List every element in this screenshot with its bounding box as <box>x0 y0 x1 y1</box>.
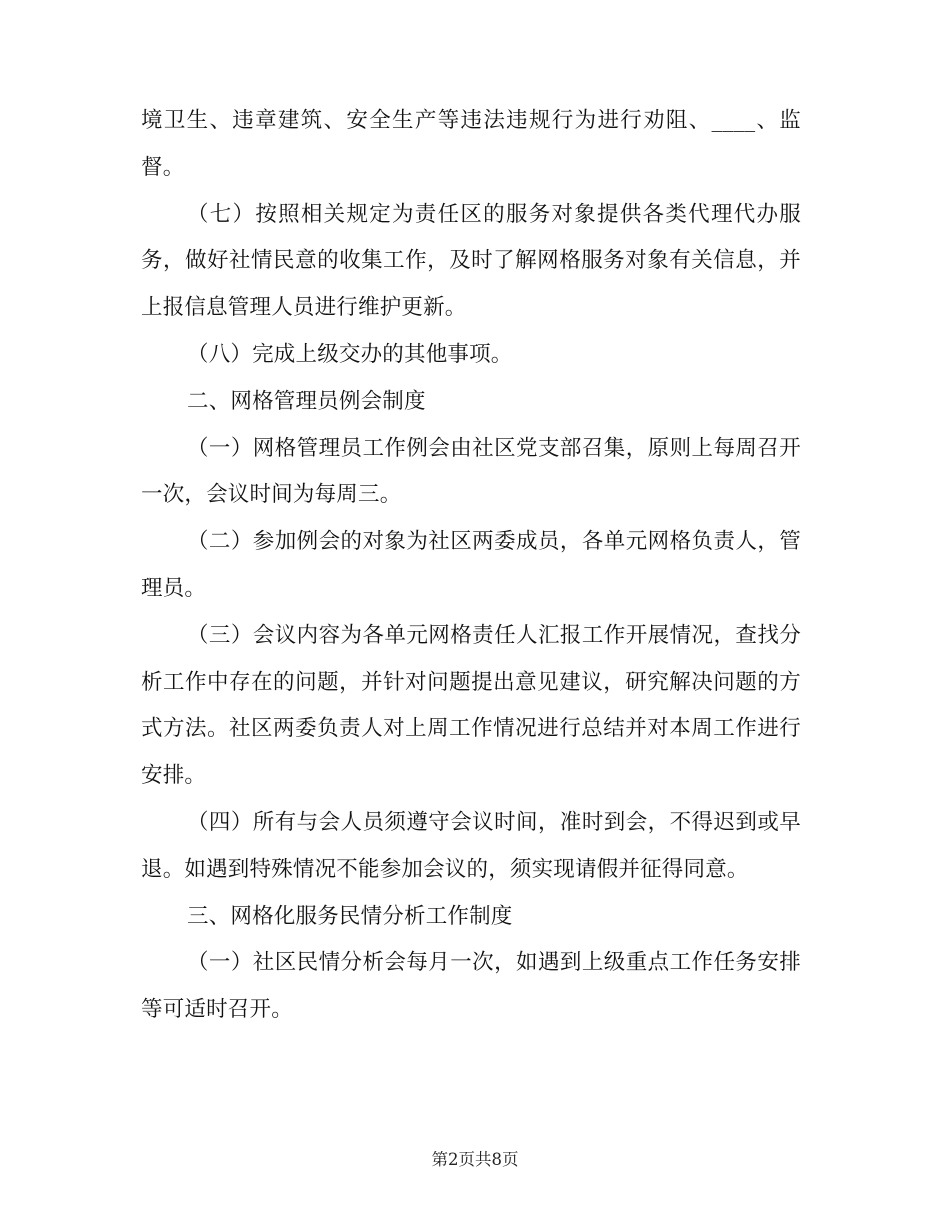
section-heading-2: 二、网格管理员例会制度 <box>187 388 426 414</box>
section-heading-3: 三、网格化服务民情分析工作制度 <box>187 903 513 929</box>
paragraph-section2-item-1: （一）网格管理员工作例会由社区党支部召集，原则上每周召开一次，会议时间为每周三。 <box>141 435 801 508</box>
paragraph-section2-item-3: （三）会议内容为各单元网格责任人汇报工作开展情况，查找分析工作中存在的问题，并针对问题提出意见建议，研究解决问题的方式方法。社区两委负责人对上周工作情况进行总结并对本周工作进行安排。 <box>141 622 801 789</box>
paragraph-item-7: （七）按照相关规定为责任区的服务对象提供各类代理代办服务，做好社情民意的收集工作，及时了解网格服务对象有关信息，并上报信息管理人员进行维护更新。 <box>141 201 801 321</box>
page-number-footer: 第2页共8页 <box>431 1150 519 1169</box>
paragraph-continuation: 境卫生、违章建筑、安全生产等违法违规行为进行劝阻、____、监督。 <box>141 108 801 180</box>
paragraph-item-8: （八）完成上级交办的其他事项。 <box>187 341 513 367</box>
paragraph-section2-item-4: （四）所有与会人员须遵守会议时间，准时到会，不得迟到或早退。如遇到特殊情况不能参加会议的，须实现请假并征得同意。 <box>141 809 801 882</box>
paragraph-section3-item-1: （一）社区民情分析会每月一次，如遇到上级重点工作任务安排等可适时召开。 <box>141 950 801 1023</box>
paragraph-section2-item-2: （二）参加例会的对象为社区两委成员，各单元网格负责人，管理员。 <box>141 529 801 601</box>
document-body <box>141 98 801 1034</box>
